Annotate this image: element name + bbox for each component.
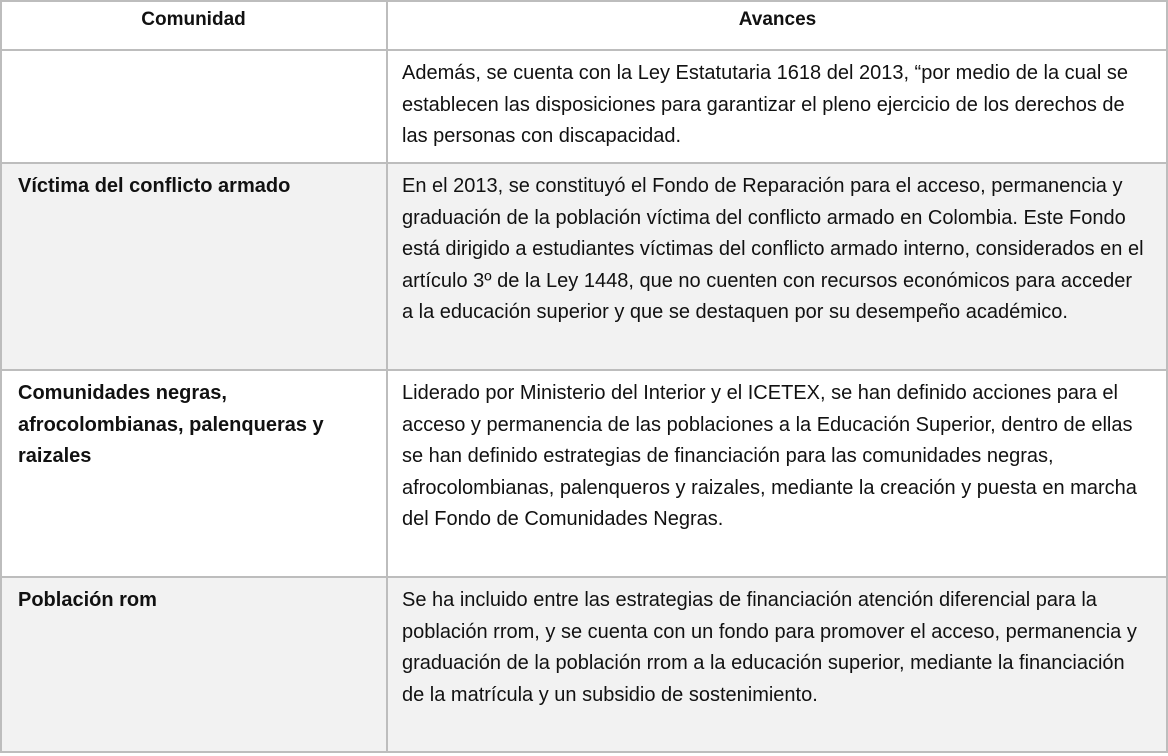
comunidad-cell: Población rom — [0, 578, 387, 751]
table-divider — [0, 49, 1168, 51]
table-border-bottom — [0, 751, 1168, 753]
avances-cell: Liderado por Ministerio del Interior y el ICETEX, se han definido acciones para el acceso y permanencia de las poblaciones a la Educación Superior, dentro de ellas se han definido estrategias de financiación para las comunidades negras, afrocolombianas, palenqueros y raizales, mediante la creación y puesta en marcha del Fondo de Comunidades Negras. — [402, 382, 1137, 530]
table-border-left — [0, 0, 2, 753]
avances-cell: En el 2013, se constituyó el Fondo de Reparación para el acceso, permanencia y graduación de la población víctima del conflicto armado en Colombia. Este Fondo está dirigido a estudiantes víctimas del conflicto armado interno, considerados en el artículo 3º de la Ley 1448, que no cuenten con recursos económicos para acceder a la educación superior y que se destaquen por su desempeño académico. — [387, 164, 1168, 369]
table-row — [0, 578, 1168, 751]
avances-cell: Además, se cuenta con la Ley Estatutaria 1618 del 2013, “por medio de la cual se establecen las disposiciones para garantizar el pleno ejercicio de los derechos de las personas con discapacidad. — [402, 62, 1129, 147]
avances-cell: Se ha incluido entre las estrategias de financiación atención diferencial para la población rrom, y se cuenta con un fondo para promover el acceso, permanencia y graduación de la población rrom a la educación superior, mediante la financiación de la matrícula y un subsidio de sostenimiento. — [387, 578, 1168, 751]
table-row — [0, 371, 1168, 577]
comunidad-cell: Víctima del conflicto armado — [0, 164, 387, 369]
column-divider — [386, 0, 388, 753]
table-header-row — [0, 2, 1168, 50]
header-comunidad: Comunidad — [141, 9, 246, 30]
table-row — [0, 164, 1168, 369]
table-divider — [0, 162, 1168, 164]
header-avances: Avances — [738, 9, 817, 30]
table-row — [0, 51, 1168, 162]
table-border-top — [0, 0, 1168, 2]
comunidad-cell: Comunidades negras, afrocolombianas, palenqueras y raizales — [18, 382, 324, 467]
table-divider — [0, 369, 1168, 371]
table-divider — [0, 576, 1168, 578]
comunidad-cell — [0, 51, 387, 162]
